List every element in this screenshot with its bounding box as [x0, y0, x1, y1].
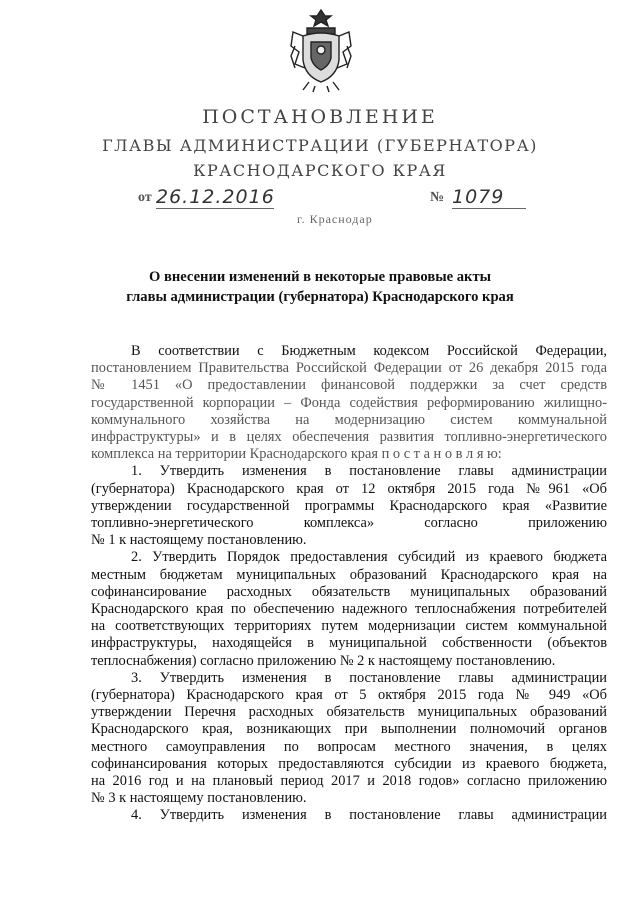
item-3-paragraph [91, 670, 607, 808]
document-title-line-2: главы администрации (губернатора) Краснодарского края [126, 289, 514, 305]
date-prefix: от [138, 190, 152, 205]
text-line: на 2016 год и на плановый период 2017 и 2018 годов» согласно приложению [91, 773, 607, 790]
number-prefix: № [430, 190, 445, 205]
text-line: 2. Утвердить Порядок предоставления субсидий из краевого бюджета [131, 549, 607, 566]
text-line: постановлением Правительства Российской Федерации от 26 декабря 2015 года [91, 360, 607, 377]
text-line: комплекса на территории Краснодарского края п о с т а н о в л я ю: [91, 446, 502, 463]
text-line: топливно-энергетического комплекса» согласно приложению [91, 515, 607, 532]
coat-of-arms-emblem [289, 6, 353, 94]
text-line: 1. Утвердить изменения в постановление главы администрации [131, 463, 607, 480]
item-1-paragraph [91, 463, 607, 549]
text-line: 4. Утвердить изменения в постановление главы администрации [131, 807, 607, 824]
document-number: 1079 [452, 186, 526, 209]
text-line: утверждении государственной программы Краснодарского края «Развитие [91, 497, 607, 514]
text-line: инфраструктуры» и в целях обеспечения развития топливно-энергетического [91, 429, 607, 446]
text-line: (губернатора) Краснодарского края от 5 октября 2015 года № 949 «Об [91, 687, 607, 704]
document-date: 26.12.2016 [156, 186, 275, 208]
text-line: государственной корпорации – Фонда содействия реформированию жилищно- [91, 394, 607, 411]
text-line: № 1 к настоящему постановлению. [91, 532, 307, 549]
region-heading: КРАСНОДАРСКОГО КРАЯ [193, 161, 447, 180]
text-line: коммунального хозяйства на модернизацию систем коммунальной [91, 411, 607, 428]
text-line: софинансирование расходных обязательств муниципальных образований [91, 583, 607, 600]
text-line: Краснодарского края, возникающих при выполнении полномочий органов [91, 721, 607, 738]
document-body [91, 343, 607, 825]
text-line: инфраструктуры, находящейся в муниципальной собственности (объектов [91, 635, 607, 652]
document-title-line-1: О внесении изменений в некоторые правовые акты [148, 269, 492, 285]
text-line: местного самоуправления по вопросам местного значения, в целях [91, 738, 607, 755]
text-line: местным бюджетам муниципальных образований Краснодарского края на [91, 566, 607, 583]
text-line: (губернатора) Краснодарского края от 12 октября 2015 года №961 «Об [91, 480, 607, 497]
authority-heading: ГЛАВЫ АДМИНИСТРАЦИИ (ГУБЕРНАТОРА) [102, 136, 538, 155]
text-line: софинансирования которых предоставляются субсидии из краевого бюджета, [91, 755, 607, 772]
text-line: № 3 к настоящему постановлению. [91, 790, 307, 807]
text-line: Краснодарского края по обеспечению надежного теплоснабжения потребителей [91, 601, 607, 618]
text-line: теплоснабжения) согласно приложению № 2 к настоящему постановлению. [91, 652, 556, 669]
preamble-paragraph [91, 343, 607, 463]
item-2-paragraph [91, 549, 607, 669]
city-label: г. Краснодар [297, 212, 373, 226]
text-line: В соответствии с Бюджетным кодексом Российской Федерации, [131, 343, 607, 359]
text-line: 3. Утвердить изменения в постановление главы администрации [131, 669, 607, 686]
document-type-heading: ПОСТАНОВЛЕНИЕ [202, 106, 438, 128]
text-line: на соответствующих территориях путем модернизации систем коммунальной [91, 618, 607, 635]
text-line: № 1451 «О предоставлении финансовой поддержки за счет средств [91, 377, 607, 394]
text-line: утверждении Перечня расходных обязательств муниципальных образований [91, 704, 607, 721]
item-4-paragraph [91, 807, 607, 824]
